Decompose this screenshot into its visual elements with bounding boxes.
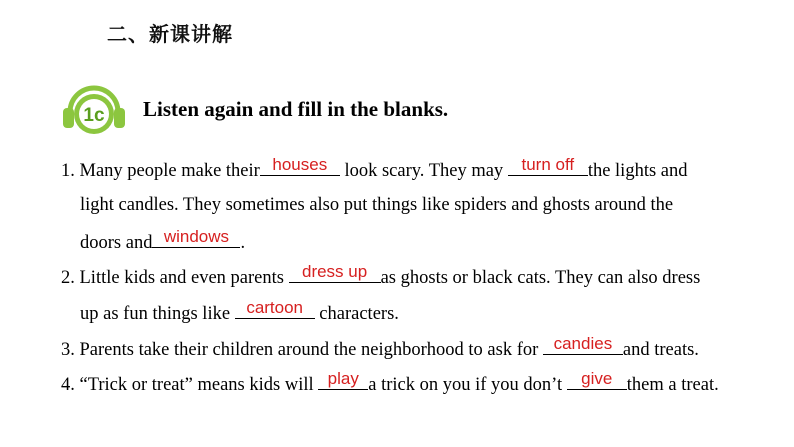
item-1-line-2: light candles. They sometimes also put things like spiders and ghosts around the xyxy=(80,195,674,215)
blank-play[interactable]: play xyxy=(318,371,368,390)
exercise-heading: Listen again and fill in the blanks. xyxy=(143,97,449,121)
item-2-line-1: 2. Little kids and even parents dress up as ghosts or black cats. They can also dress xyxy=(61,262,701,288)
item-1-line-3: doors and windows . xyxy=(80,227,246,253)
blank-windows[interactable]: windows xyxy=(152,229,240,248)
item-1-line-1: 1. Many people make their houses look scary. They may turn off the lights and xyxy=(61,155,688,181)
item-3-line-1: 3. Parents take their children around the neighborhood to ask for candies and treats. xyxy=(61,334,699,360)
item-2-line-2: up as fun things like cartoon characters. xyxy=(80,298,399,324)
badge-label: 1c xyxy=(83,105,105,126)
section-title: 二、新课讲解 xyxy=(107,22,233,46)
blank-turn-off[interactable]: turn off xyxy=(508,157,588,176)
blank-candies[interactable]: candies xyxy=(543,336,623,355)
headphones-icon xyxy=(62,84,126,136)
blank-dress-up[interactable]: dress up xyxy=(289,264,381,283)
blank-cartoon[interactable]: cartoon xyxy=(235,300,315,319)
item-4-line-1: 4. “Trick or treat” means kids will play a trick on you if you don’t give them a treat. xyxy=(61,369,719,395)
blank-houses[interactable]: houses xyxy=(260,157,340,176)
blank-give[interactable]: give xyxy=(567,371,627,390)
